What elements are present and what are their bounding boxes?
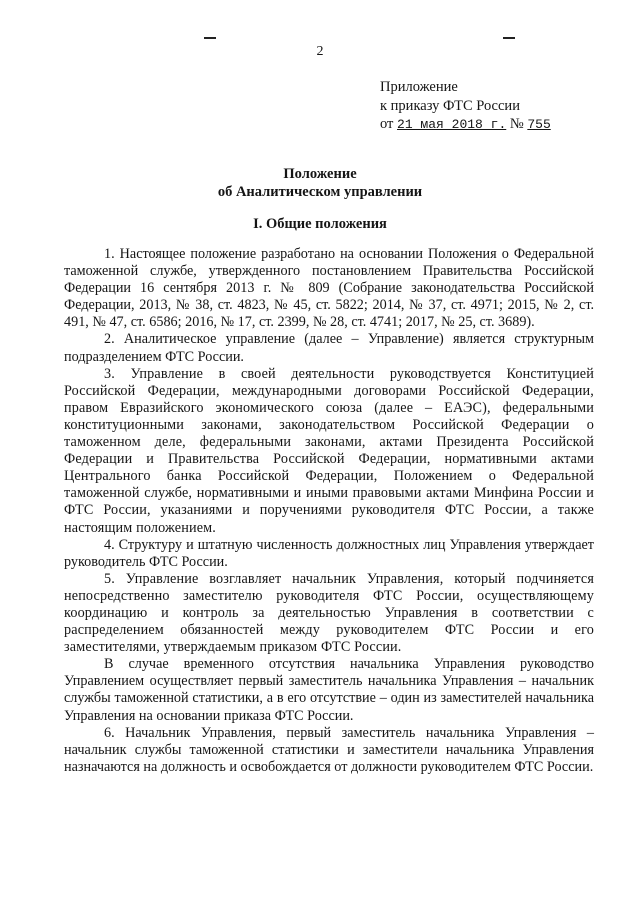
paragraph-6: 6. Начальник Управления, первый заместитель начальника Управления – начальник службы таможенной статистики и заместители начальника Управления назначаются на должность и освобождается от должности руководителем ФТС России.: [64, 724, 594, 775]
appendix-label: Приложение: [380, 79, 458, 95]
scan-mark-left: [204, 37, 216, 39]
title-line-2: об Аналитическом управлении: [217, 184, 423, 200]
appendix-block: [380, 78, 551, 135]
document-title: [0, 165, 640, 201]
paragraph-5: 5. Управление возглавляет начальник Управления, который подчиняется непосредственно заместителю руководителя ФТС России, осуществляющему координацию и контроль за деятельностью Управления в соответствии с распределением обязанностей между руководителем ФТС России и его заместителями, утверждаемым приказом ФТС России.: [64, 570, 594, 656]
appendix-order-ref: к приказу ФТС России: [380, 97, 520, 114]
page-number: 2: [316, 44, 324, 59]
title-line-1: Положение: [283, 166, 357, 182]
appendix-number-sign: №: [509, 116, 524, 132]
paragraph-2: 2. Аналитическое управление (далее – Управление) является структурным подразделением ФТС России.: [64, 331, 594, 365]
scan-mark-right: [503, 37, 515, 39]
appendix-from-label: от: [380, 116, 394, 132]
paragraph-5-continued: В случае временного отсутствия начальника Управления руководство Управлением осуществляет первый заместитель начальника Управления – начальник службы таможенной статистики, а в его отсутствие – один из заместителей начальника Управления на основании приказа ФТС России.: [64, 656, 594, 724]
paragraph-3: 3. Управление в своей деятельности руководствуется Конституцией Российской Федерации, международными договорами Российской Федерации, правом Евразийского экономического союза (далее – ЕАЭС), федеральными конституционными законами, законодательством Российской Федерации о таможенном деле, федеральными законами, актами Президента Российской Федерации и Правительства Российской Федерации, нормативными актами Центрального банка Российской Федерации, Положением о Федеральной таможенной службе, нормативными и иными правовыми актами Минфина России и ФТС России, указаниями и поручениями руководителя ФТС России, а также настоящим положением.: [64, 365, 594, 536]
appendix-date: 21 мая 2018 г.: [397, 117, 507, 132]
section-heading: I. Общие положения: [253, 216, 387, 232]
document-body: [64, 246, 594, 776]
appendix-number: 755: [527, 117, 551, 132]
paragraph-1: 1. Настоящее положение разработано на основании Положения о Федеральной таможенной службе, утвержденного постановлением Правительства Российской Федерации 16 сентября 2013 г. № 809 (Собрание законодательства Российской Федерации, 2013, № 38, ст. 4823, № 45, ст. 5822; 2014, № 37, ст. 4971; 2015, № 2, ст. 491, № 47, ст. 6586; 2016, № 17, ст. 2399, № 28, ст. 4741; 2017, № 25, ст. 3689).: [64, 246, 594, 331]
paragraph-4: 4. Структуру и штатную численность должностных лиц Управления утверждает руководитель ФТС России.: [64, 536, 594, 570]
appendix-date-line: [380, 115, 551, 135]
